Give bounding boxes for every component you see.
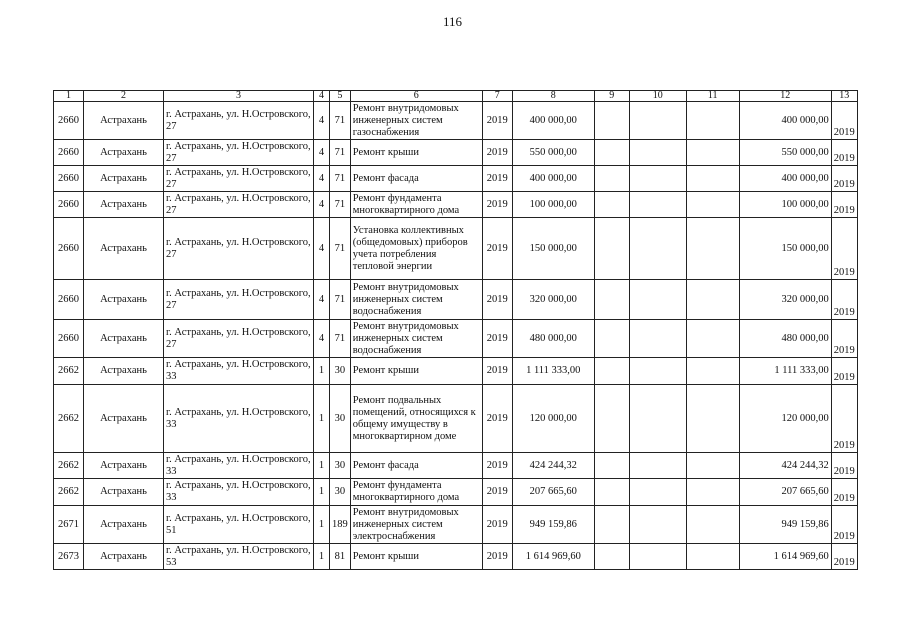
row-id: 2662 — [54, 453, 84, 479]
row-id: 2660 — [54, 280, 84, 320]
table-body — [54, 102, 858, 570]
address-cell: г. Астрахань, ул. Н.Островского, 51 — [164, 506, 314, 544]
column-header-10: 10 — [629, 91, 686, 102]
col9-cell — [594, 140, 629, 166]
col11-cell — [686, 453, 739, 479]
col4-cell: 1 — [314, 453, 330, 479]
table-row — [54, 385, 858, 453]
column-header-1: 1 — [54, 91, 84, 102]
total-cell: 400 000,00 — [739, 102, 831, 140]
address-cell: г. Астрахань, ул. Н.Островского, 27 — [164, 280, 314, 320]
work-type-cell: Ремонт крыши — [350, 140, 482, 166]
work-type-cell: Ремонт крыши — [350, 358, 482, 385]
col13-cell: 2019 — [831, 280, 857, 320]
col4-cell: 4 — [314, 102, 330, 140]
work-type-cell: Ремонт фасада — [350, 453, 482, 479]
year-cell: 2019 — [482, 218, 512, 280]
col5-cell: 30 — [330, 453, 351, 479]
col10-cell — [629, 166, 686, 192]
col4-cell: 1 — [314, 544, 330, 570]
city-cell: Астрахань — [84, 385, 164, 453]
col10-cell — [629, 544, 686, 570]
col11-cell — [686, 385, 739, 453]
col13-cell: 2019 — [831, 166, 857, 192]
total-cell: 150 000,00 — [739, 218, 831, 280]
row-id: 2662 — [54, 385, 84, 453]
row-id: 2671 — [54, 506, 84, 544]
col9-cell — [594, 218, 629, 280]
year-cell: 2019 — [482, 479, 512, 506]
page-number: 116 — [442, 14, 463, 29]
col11-cell — [686, 280, 739, 320]
column-header-3: 3 — [164, 91, 314, 102]
table-row — [54, 166, 858, 192]
amount-cell: 480 000,00 — [512, 320, 594, 358]
total-cell: 207 665,60 — [739, 479, 831, 506]
total-cell: 100 000,00 — [739, 192, 831, 218]
row-id: 2660 — [54, 166, 84, 192]
year-cell: 2019 — [482, 385, 512, 453]
col5-cell: 71 — [330, 166, 351, 192]
address-cell: г. Астрахань, ул. Н.Островского, 27 — [164, 140, 314, 166]
table-row — [54, 140, 858, 166]
column-header-8: 8 — [512, 91, 594, 102]
amount-cell: 1 111 333,00 — [512, 358, 594, 385]
city-cell: Астрахань — [84, 320, 164, 358]
year-cell: 2019 — [482, 280, 512, 320]
amount-cell: 1 614 969,60 — [512, 544, 594, 570]
col13-cell: 2019 — [831, 218, 857, 280]
col13-cell: 2019 — [831, 358, 857, 385]
col4-cell: 1 — [314, 385, 330, 453]
col9-cell — [594, 385, 629, 453]
col9-cell — [594, 102, 629, 140]
col4-cell: 1 — [314, 506, 330, 544]
col13-cell: 2019 — [831, 320, 857, 358]
column-header-7: 7 — [482, 91, 512, 102]
work-type-cell: Ремонт фундамента многоквартирного дома — [350, 479, 482, 506]
col11-cell — [686, 544, 739, 570]
col11-cell — [686, 192, 739, 218]
amount-cell: 400 000,00 — [512, 102, 594, 140]
col10-cell — [629, 385, 686, 453]
col5-cell: 30 — [330, 358, 351, 385]
col9-cell — [594, 544, 629, 570]
year-cell: 2019 — [482, 320, 512, 358]
total-cell: 1 614 969,60 — [739, 544, 831, 570]
row-id: 2660 — [54, 140, 84, 166]
header-row — [54, 91, 858, 102]
col5-cell: 71 — [330, 102, 351, 140]
col9-cell — [594, 320, 629, 358]
amount-cell: 400 000,00 — [512, 166, 594, 192]
total-cell: 480 000,00 — [739, 320, 831, 358]
col9-cell — [594, 479, 629, 506]
col11-cell — [686, 166, 739, 192]
table-row — [54, 453, 858, 479]
amount-cell: 150 000,00 — [512, 218, 594, 280]
col10-cell — [629, 453, 686, 479]
table-row — [54, 280, 858, 320]
work-type-cell: Установка коллективных (общедомовых) приборов учета потребления тепловой энергии — [350, 218, 482, 280]
register-table — [53, 90, 858, 570]
total-cell: 424 244,32 — [739, 453, 831, 479]
total-cell: 1 111 333,00 — [739, 358, 831, 385]
year-cell: 2019 — [482, 102, 512, 140]
col10-cell — [629, 218, 686, 280]
city-cell: Астрахань — [84, 358, 164, 385]
col4-cell: 4 — [314, 140, 330, 166]
col10-cell — [629, 358, 686, 385]
col13-cell: 2019 — [831, 453, 857, 479]
total-cell: 550 000,00 — [739, 140, 831, 166]
col5-cell: 81 — [330, 544, 351, 570]
table-row — [54, 358, 858, 385]
row-id: 2660 — [54, 218, 84, 280]
total-cell: 400 000,00 — [739, 166, 831, 192]
row-id: 2662 — [54, 358, 84, 385]
city-cell: Астрахань — [84, 544, 164, 570]
year-cell: 2019 — [482, 506, 512, 544]
address-cell: г. Астрахань, ул. Н.Островского, 33 — [164, 479, 314, 506]
col4-cell: 1 — [314, 479, 330, 506]
column-header-4: 4 — [314, 91, 330, 102]
col11-cell — [686, 218, 739, 280]
col5-cell: 71 — [330, 320, 351, 358]
city-cell: Астрахань — [84, 280, 164, 320]
amount-cell: 100 000,00 — [512, 192, 594, 218]
work-type-cell: Ремонт внутридомовых инженерных систем электроснабжения — [350, 506, 482, 544]
column-header-13: 13 — [831, 91, 857, 102]
col9-cell — [594, 453, 629, 479]
col13-cell: 2019 — [831, 479, 857, 506]
col13-cell: 2019 — [831, 544, 857, 570]
col10-cell — [629, 320, 686, 358]
work-type-cell: Ремонт фасада — [350, 166, 482, 192]
table-row — [54, 192, 858, 218]
amount-cell: 320 000,00 — [512, 280, 594, 320]
col5-cell: 71 — [330, 218, 351, 280]
address-cell: г. Астрахань, ул. Н.Островского, 27 — [164, 166, 314, 192]
col9-cell — [594, 166, 629, 192]
col9-cell — [594, 506, 629, 544]
col11-cell — [686, 479, 739, 506]
year-cell: 2019 — [482, 358, 512, 385]
col13-cell: 2019 — [831, 506, 857, 544]
address-cell: г. Астрахань, ул. Н.Островского, 33 — [164, 453, 314, 479]
col9-cell — [594, 192, 629, 218]
row-id: 2660 — [54, 192, 84, 218]
amount-cell: 550 000,00 — [512, 140, 594, 166]
city-cell: Астрахань — [84, 479, 164, 506]
city-cell: Астрахань — [84, 218, 164, 280]
col4-cell: 4 — [314, 192, 330, 218]
work-type-cell: Ремонт фундамента многоквартирного дома — [350, 192, 482, 218]
col13-cell: 2019 — [831, 192, 857, 218]
total-cell: 120 000,00 — [739, 385, 831, 453]
year-cell: 2019 — [482, 140, 512, 166]
city-cell: Астрахань — [84, 192, 164, 218]
address-cell: г. Астрахань, ул. Н.Островского, 27 — [164, 320, 314, 358]
total-cell: 949 159,86 — [739, 506, 831, 544]
city-cell: Астрахань — [84, 166, 164, 192]
col5-cell: 30 — [330, 385, 351, 453]
year-cell: 2019 — [482, 166, 512, 192]
work-type-cell: Ремонт внутридомовых инженерных систем газоснабжения — [350, 102, 482, 140]
column-header-6: 6 — [350, 91, 482, 102]
city-cell: Астрахань — [84, 453, 164, 479]
col10-cell — [629, 140, 686, 166]
row-id: 2662 — [54, 479, 84, 506]
table-row — [54, 320, 858, 358]
col5-cell: 30 — [330, 479, 351, 506]
address-cell: г. Астрахань, ул. Н.Островского, 33 — [164, 358, 314, 385]
year-cell: 2019 — [482, 544, 512, 570]
city-cell: Астрахань — [84, 140, 164, 166]
column-header-2: 2 — [84, 91, 164, 102]
col10-cell — [629, 192, 686, 218]
col13-cell: 2019 — [831, 140, 857, 166]
table-row — [54, 506, 858, 544]
column-header-12: 12 — [739, 91, 831, 102]
address-cell: г. Астрахань, ул. Н.Островского, 53 — [164, 544, 314, 570]
col4-cell: 4 — [314, 218, 330, 280]
row-id: 2673 — [54, 544, 84, 570]
col4-cell: 4 — [314, 280, 330, 320]
address-cell: г. Астрахань, ул. Н.Островского, 27 — [164, 192, 314, 218]
city-cell: Астрахань — [84, 506, 164, 544]
work-type-cell: Ремонт крыши — [350, 544, 482, 570]
col5-cell: 189 — [330, 506, 351, 544]
year-cell: 2019 — [482, 453, 512, 479]
col13-cell: 2019 — [831, 102, 857, 140]
table-row — [54, 479, 858, 506]
table-row — [54, 218, 858, 280]
col11-cell — [686, 140, 739, 166]
total-cell: 320 000,00 — [739, 280, 831, 320]
col10-cell — [629, 479, 686, 506]
col13-cell: 2019 — [831, 385, 857, 453]
work-type-cell: Ремонт подвальных помещений, относящихся к общему имуществу в многоквартирном доме — [350, 385, 482, 453]
column-header-9: 9 — [594, 91, 629, 102]
address-cell: г. Астрахань, ул. Н.Островского, 27 — [164, 218, 314, 280]
col11-cell — [686, 320, 739, 358]
amount-cell: 424 244,32 — [512, 453, 594, 479]
column-header-5: 5 — [330, 91, 351, 102]
year-cell: 2019 — [482, 192, 512, 218]
col5-cell: 71 — [330, 192, 351, 218]
col4-cell: 4 — [314, 320, 330, 358]
table-row — [54, 544, 858, 570]
amount-cell: 207 665,60 — [512, 479, 594, 506]
table-row — [54, 102, 858, 140]
amount-cell: 120 000,00 — [512, 385, 594, 453]
row-id: 2660 — [54, 102, 84, 140]
address-cell: г. Астрахань, ул. Н.Островского, 27 — [164, 102, 314, 140]
address-cell: г. Астрахань, ул. Н.Островского, 33 — [164, 385, 314, 453]
amount-cell: 949 159,86 — [512, 506, 594, 544]
col5-cell: 71 — [330, 280, 351, 320]
col4-cell: 4 — [314, 166, 330, 192]
col10-cell — [629, 506, 686, 544]
col4-cell: 1 — [314, 358, 330, 385]
col11-cell — [686, 358, 739, 385]
col9-cell — [594, 280, 629, 320]
column-header-11: 11 — [686, 91, 739, 102]
col5-cell: 71 — [330, 140, 351, 166]
col9-cell — [594, 358, 629, 385]
col10-cell — [629, 102, 686, 140]
col10-cell — [629, 280, 686, 320]
work-type-cell: Ремонт внутридомовых инженерных систем водоснабжения — [350, 280, 482, 320]
col11-cell — [686, 506, 739, 544]
row-id: 2660 — [54, 320, 84, 358]
city-cell: Астрахань — [84, 102, 164, 140]
work-type-cell: Ремонт внутридомовых инженерных систем водоснабжения — [350, 320, 482, 358]
col11-cell — [686, 102, 739, 140]
